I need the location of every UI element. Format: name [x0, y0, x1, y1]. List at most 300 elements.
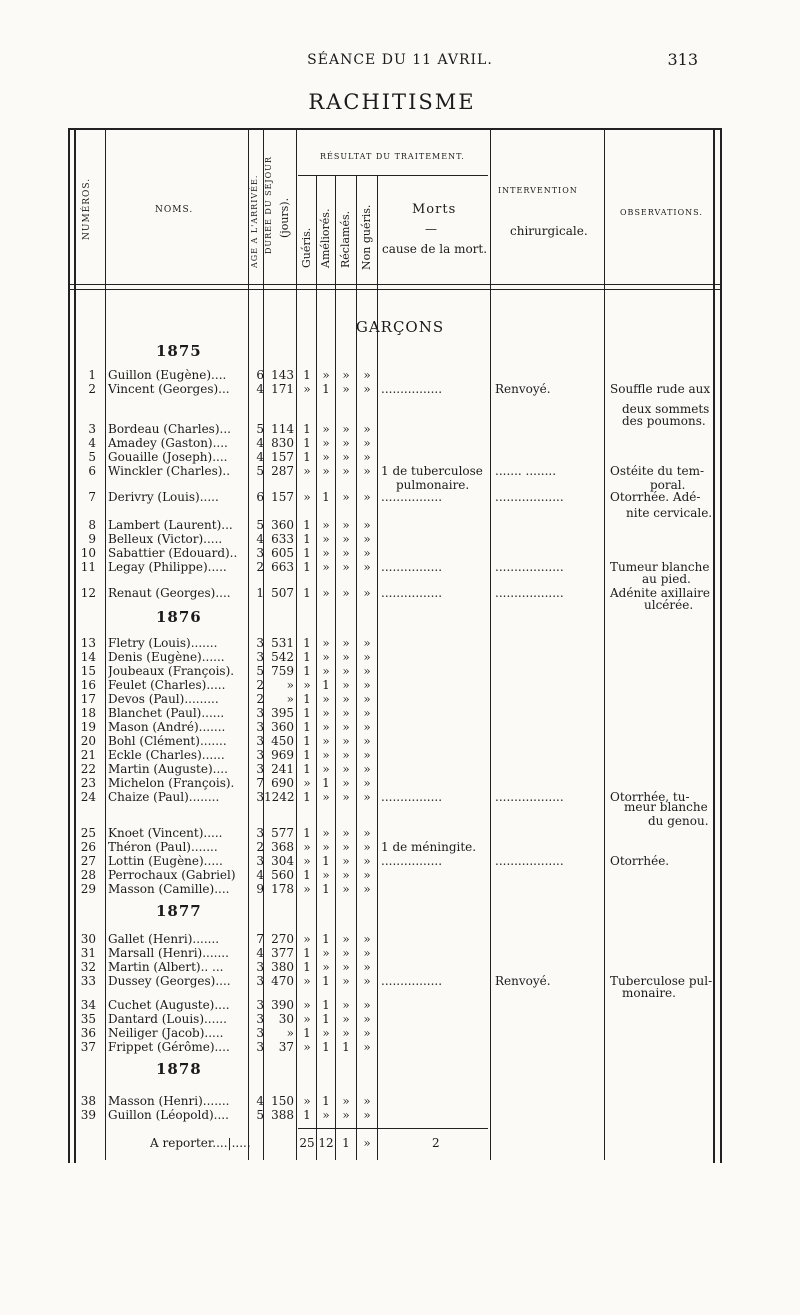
table-row: [0, 826, 800, 840]
table-row: [0, 706, 800, 720]
cell-a: 1: [322, 998, 330, 1012]
cell-a: »: [322, 840, 330, 854]
table-row: [0, 974, 800, 988]
cell-num: 18: [80, 706, 96, 720]
cell-age: 3: [256, 734, 264, 748]
cell-age: 3: [256, 790, 264, 804]
cell-dur: 37: [278, 1040, 294, 1054]
cell-interv: ....... ........: [495, 464, 557, 478]
cell-a: 1: [322, 932, 330, 946]
totals-ameliores: 12: [318, 1136, 334, 1150]
cell-dur: 360: [271, 518, 294, 532]
cell-g: 1: [303, 518, 311, 532]
cell-age: 6: [256, 368, 264, 382]
cell-age: 3: [256, 998, 264, 1012]
cell-age: 4: [256, 532, 264, 546]
cell-dur: 270: [271, 932, 294, 946]
cell-dur: 360: [271, 720, 294, 734]
totals-non-gueris: »: [363, 1136, 371, 1150]
cell-num: 6: [88, 464, 96, 478]
year-1877: 1877: [156, 902, 202, 920]
cell-dur: 171: [271, 382, 294, 396]
cell-obs: Tumeur blanche: [610, 560, 710, 574]
cell-a: »: [322, 586, 330, 600]
cell-a: 1: [322, 776, 330, 790]
table-row: [0, 678, 800, 692]
cell-age: 3: [256, 650, 264, 664]
cell-death: ................: [381, 586, 443, 600]
cell-age: 3: [256, 1026, 264, 1040]
table-row: [0, 734, 800, 748]
cell-dur: 830: [271, 436, 294, 450]
cell-dur: 388: [271, 1108, 294, 1122]
cell-r: »: [342, 436, 350, 450]
cell-n: »: [363, 854, 371, 868]
cell-r: »: [342, 720, 350, 734]
cell-r: »: [342, 586, 350, 600]
cell-r: »: [342, 706, 350, 720]
cell-num: 38: [80, 1094, 96, 1108]
obs-continuation: du genou.: [648, 814, 709, 828]
cell-name: Mason (André).......: [108, 720, 226, 734]
table-row: [0, 854, 800, 868]
cell-name: Fletry (Louis).......: [108, 636, 218, 650]
table-row: [0, 882, 800, 896]
cell-n: »: [363, 1094, 371, 1108]
table-row: [0, 692, 800, 706]
header-ameliores: Améliorés.: [319, 208, 332, 268]
cell-age: 6: [256, 490, 264, 504]
cell-g: 1: [303, 422, 311, 436]
table-row: [0, 490, 800, 504]
header-age: AGE A L'ARRIVÉE.: [250, 174, 259, 268]
cell-a: »: [322, 826, 330, 840]
cell-dur: »: [286, 1026, 294, 1040]
cell-r: »: [342, 762, 350, 776]
cell-dur: »: [286, 692, 294, 706]
cell-g: »: [303, 882, 311, 896]
cell-g: »: [303, 932, 311, 946]
cell-num: 28: [80, 868, 96, 882]
cell-n: »: [363, 636, 371, 650]
cell-age: 5: [256, 1108, 264, 1122]
cell-r: »: [342, 560, 350, 574]
obs-continuation: nite cervicale.: [626, 506, 713, 520]
cell-dur: 287: [271, 464, 294, 478]
cell-dur: 507: [271, 586, 294, 600]
cell-n: »: [363, 1108, 371, 1122]
cell-name: Guillon (Léopold)....: [108, 1108, 229, 1122]
cell-g: »: [303, 490, 311, 504]
year-1875: 1875: [156, 342, 202, 360]
cell-age: 7: [256, 776, 264, 790]
cell-g: 1: [303, 546, 311, 560]
cell-obs: Otorrhée. Adé-: [610, 490, 701, 504]
cell-a: »: [322, 692, 330, 706]
cell-num: 19: [80, 720, 96, 734]
cell-dur: 178: [271, 882, 294, 896]
cell-n: »: [363, 586, 371, 600]
cell-g: 1: [303, 734, 311, 748]
table-row: [0, 382, 800, 396]
cell-num: 31: [80, 946, 96, 960]
table-row: [0, 436, 800, 450]
cell-obs: Ostéite du tem-: [610, 464, 705, 478]
cell-g: »: [303, 382, 311, 396]
cell-a: »: [322, 368, 330, 382]
cell-a: 1: [322, 678, 330, 692]
cell-dur: 531: [271, 636, 294, 650]
cell-dur: 30: [278, 1012, 294, 1026]
cell-n: »: [363, 490, 371, 504]
cell-g: 1: [303, 946, 311, 960]
cell-age: 3: [256, 826, 264, 840]
table-row: [0, 762, 800, 776]
cell-name: Chaize (Paul)........: [108, 790, 220, 804]
cell-r: »: [342, 382, 350, 396]
cell-num: 27: [80, 854, 96, 868]
cell-g: 1: [303, 692, 311, 706]
totals-morts: 2: [432, 1136, 440, 1150]
cell-num: 20: [80, 734, 96, 748]
cell-r: »: [342, 664, 350, 678]
cell-a: »: [322, 1026, 330, 1040]
cell-r: »: [342, 974, 350, 988]
cell-g: 1: [303, 1026, 311, 1040]
cell-dur: 114: [271, 422, 294, 436]
header-observations: OBSERVATIONS.: [620, 208, 703, 217]
cell-age: 3: [256, 720, 264, 734]
cell-age: 2: [256, 560, 264, 574]
cell-name: Legay (Philippe).....: [108, 560, 227, 574]
cell-death: ................: [381, 490, 443, 504]
cell-death: ................: [381, 382, 443, 396]
cell-g: 1: [303, 368, 311, 382]
page-title: RACHITISME: [308, 90, 476, 114]
cell-a: »: [322, 546, 330, 560]
cell-r: »: [342, 776, 350, 790]
cell-num: 13: [80, 636, 96, 650]
cell-g: 1: [303, 762, 311, 776]
table-row: [0, 546, 800, 560]
cell-num: 21: [80, 748, 96, 762]
cell-r: »: [342, 636, 350, 650]
cell-r: »: [342, 1094, 350, 1108]
table-row: [0, 720, 800, 734]
cell-g: 1: [303, 868, 311, 882]
cell-dur: 470: [271, 974, 294, 988]
cell-g: »: [303, 854, 311, 868]
cell-interv: Renvoyé.: [495, 974, 551, 988]
cell-num: 8: [88, 518, 96, 532]
cell-age: 5: [256, 518, 264, 532]
cell-name: Dantard (Louis)......: [108, 1012, 227, 1026]
cell-r: »: [342, 464, 350, 478]
cell-n: »: [363, 960, 371, 974]
cell-n: »: [363, 518, 371, 532]
cell-interv: ..................: [495, 490, 564, 504]
cell-a: »: [322, 734, 330, 748]
obs-continuation: au pied.: [642, 572, 691, 586]
cell-n: »: [363, 748, 371, 762]
cell-obs: Otorrhée.: [610, 854, 670, 868]
cell-a: »: [322, 560, 330, 574]
cell-n: »: [363, 464, 371, 478]
cell-a: 1: [322, 882, 330, 896]
cell-dur: 368: [271, 840, 294, 854]
cell-n: »: [363, 998, 371, 1012]
cell-r: »: [342, 532, 350, 546]
totals-reclames: 1: [342, 1136, 350, 1150]
table-row: [0, 776, 800, 790]
cell-name: Amadey (Gaston)....: [108, 436, 228, 450]
cell-a: 1: [322, 1094, 330, 1108]
cell-age: 3: [256, 636, 264, 650]
table-row: [0, 464, 800, 478]
table-row: [0, 1094, 800, 1108]
cell-num: 7: [88, 490, 96, 504]
cell-name: Devos (Paul).........: [108, 692, 219, 706]
cell-a: »: [322, 720, 330, 734]
header-morts: Morts: [412, 202, 457, 217]
cell-num: 1: [88, 368, 96, 382]
cell-name: Derivry (Louis).....: [108, 490, 219, 504]
cell-name: Renaut (Georges)....: [108, 586, 231, 600]
cell-num: 11: [80, 560, 96, 574]
cell-num: 37: [80, 1040, 96, 1054]
cell-a: »: [322, 960, 330, 974]
cell-r: »: [342, 826, 350, 840]
cell-a: »: [322, 532, 330, 546]
cell-n: »: [363, 840, 371, 854]
cell-r: »: [342, 748, 350, 762]
death-continuation: pulmonaire.: [396, 478, 470, 492]
cell-n: »: [363, 720, 371, 734]
cell-g: 1: [303, 826, 311, 840]
obs-continuation: poral.: [650, 478, 686, 492]
cell-name: Martin (Auguste)....: [108, 762, 228, 776]
table-row: [0, 960, 800, 974]
cell-age: 4: [256, 436, 264, 450]
obs-continuation: ulcérée.: [644, 598, 694, 612]
cell-r: »: [342, 840, 350, 854]
header-resultat: RÉSULTAT DU TRAITEMENT.: [320, 152, 465, 161]
table-row: [0, 518, 800, 532]
cell-obs: Otorrhée, tu-: [610, 790, 690, 804]
table-row: [0, 868, 800, 882]
cell-g: 1: [303, 450, 311, 464]
table-row: [0, 650, 800, 664]
totals-label: A reporter....|.....: [150, 1136, 251, 1150]
cell-name: Lambert (Laurent)...: [108, 518, 233, 532]
cell-g: »: [303, 776, 311, 790]
cell-num: 29: [80, 882, 96, 896]
cell-num: 32: [80, 960, 96, 974]
cell-a: 1: [322, 1012, 330, 1026]
cell-dur: 377: [271, 946, 294, 960]
cell-r: »: [342, 790, 350, 804]
header-reclames: Réclamés.: [339, 210, 352, 268]
table-row: [0, 998, 800, 1012]
cell-age: 7: [256, 932, 264, 946]
cell-name: Masson (Henri).......: [108, 1094, 230, 1108]
cell-n: »: [363, 790, 371, 804]
cell-a: »: [322, 1108, 330, 1122]
cell-r: »: [342, 868, 350, 882]
cell-age: 5: [256, 664, 264, 678]
cell-r: »: [342, 734, 350, 748]
cell-num: 17: [80, 692, 96, 706]
header-noms: NOMS.: [155, 205, 194, 215]
cell-age: 5: [256, 422, 264, 436]
cell-dur: 157: [271, 490, 294, 504]
cell-n: »: [363, 974, 371, 988]
cell-age: 3: [256, 1012, 264, 1026]
cell-n: »: [363, 382, 371, 396]
cell-interv: ..................: [495, 586, 564, 600]
cell-dur: 241: [271, 762, 294, 776]
cell-interv: ..................: [495, 790, 564, 804]
cell-age: 5: [256, 464, 264, 478]
cell-dur: 450: [271, 734, 294, 748]
page-number: 313: [667, 50, 698, 69]
running-header: SÉANCE DU 11 AVRIL.: [307, 52, 493, 68]
cell-g: 1: [303, 436, 311, 450]
cell-death: ................: [381, 560, 443, 574]
cell-n: »: [363, 734, 371, 748]
cell-n: »: [363, 706, 371, 720]
cell-g: 1: [303, 1108, 311, 1122]
cell-n: »: [363, 532, 371, 546]
cell-g: 1: [303, 706, 311, 720]
cell-num: 33: [80, 974, 96, 988]
table-row: [0, 664, 800, 678]
cell-name: Cuchet (Auguste)....: [108, 998, 230, 1012]
cell-g: 1: [303, 636, 311, 650]
cell-n: »: [363, 692, 371, 706]
cell-g: 1: [303, 664, 311, 678]
header-intervention: INTERVENTION: [498, 186, 578, 195]
cell-num: 16: [80, 678, 96, 692]
cell-name: Winckler (Charles)..: [108, 464, 231, 478]
cell-r: 1: [342, 1040, 350, 1054]
obs-continuation: deux sommets: [622, 402, 710, 416]
cell-num: 2: [88, 382, 96, 396]
cell-age: 4: [256, 868, 264, 882]
cell-a: »: [322, 436, 330, 450]
cell-dur: 969: [271, 748, 294, 762]
cell-num: 4: [88, 436, 96, 450]
table-row: [0, 932, 800, 946]
cell-obs: Tuberculose pul-: [610, 974, 713, 988]
cell-age: 3: [256, 762, 264, 776]
cell-name: Dussey (Georges)....: [108, 974, 231, 988]
cell-name: Michelon (François).: [108, 776, 235, 790]
cell-name: Théron (Paul).......: [108, 840, 218, 854]
table-row: [0, 636, 800, 650]
cell-r: »: [342, 1026, 350, 1040]
cell-a: »: [322, 518, 330, 532]
cell-age: 3: [256, 960, 264, 974]
header-chirurgicale: chirurgicale.: [510, 224, 588, 238]
header-morts-dash: —: [425, 222, 437, 236]
cell-name: Gouaille (Joseph)....: [108, 450, 228, 464]
cell-g: 1: [303, 720, 311, 734]
cell-n: »: [363, 946, 371, 960]
cell-n: »: [363, 546, 371, 560]
cell-dur: 560: [271, 868, 294, 882]
header-non-gueris: Non guéris.: [360, 204, 373, 270]
year-1878: 1878: [156, 1060, 202, 1078]
cell-n: »: [363, 776, 371, 790]
cell-dur: 663: [271, 560, 294, 574]
year-1876: 1876: [156, 608, 202, 626]
header-duree: DURÉE DU SÉJOUR: [264, 156, 273, 254]
cell-num: 9: [88, 532, 96, 546]
cell-interv: ..................: [495, 560, 564, 574]
cell-dur: 1242: [264, 790, 295, 804]
cell-name: Perrochaux (Gabriel): [108, 868, 236, 882]
cell-a: »: [322, 464, 330, 478]
cell-g: 1: [303, 650, 311, 664]
cell-g: »: [303, 998, 311, 1012]
cell-g: »: [303, 1012, 311, 1026]
cell-n: »: [363, 678, 371, 692]
cell-name: Sabattier (Edouard)..: [108, 546, 238, 560]
header-numeros: NUMÉROS.: [82, 177, 92, 240]
cell-age: 9: [256, 882, 264, 896]
cell-r: »: [342, 422, 350, 436]
cell-g: »: [303, 840, 311, 854]
cell-dur: 605: [271, 546, 294, 560]
cell-death: ................: [381, 790, 443, 804]
totals-row: [0, 1136, 800, 1152]
cell-n: »: [363, 1040, 371, 1054]
cell-dur: 143: [271, 368, 294, 382]
table-row: [0, 1026, 800, 1040]
totals-gueris: 25: [299, 1136, 315, 1150]
cell-age: 1: [256, 586, 264, 600]
section-garcons: GARÇONS: [355, 318, 445, 336]
cell-dur: 390: [271, 998, 294, 1012]
cell-num: 10: [80, 546, 96, 560]
obs-continuation: monaire.: [622, 986, 676, 1000]
cell-r: »: [342, 854, 350, 868]
table-row: [0, 840, 800, 854]
cell-n: »: [363, 450, 371, 464]
cell-num: 34: [80, 998, 96, 1012]
table-row: [0, 1040, 800, 1054]
cell-dur: 150: [271, 1094, 294, 1108]
cell-g: 1: [303, 748, 311, 762]
cell-a: 1: [322, 1040, 330, 1054]
cell-r: »: [342, 546, 350, 560]
cell-n: »: [363, 650, 371, 664]
cell-age: 2: [256, 692, 264, 706]
table-row: [0, 450, 800, 464]
cell-a: »: [322, 664, 330, 678]
cell-name: Eckle (Charles)......: [108, 748, 225, 762]
cell-n: »: [363, 560, 371, 574]
table-row: [0, 1012, 800, 1026]
cell-num: 22: [80, 762, 96, 776]
cell-num: 15: [80, 664, 96, 678]
cell-name: Joubeaux (François).: [108, 664, 235, 678]
cell-a: »: [322, 790, 330, 804]
cell-num: 5: [88, 450, 96, 464]
cell-g: »: [303, 678, 311, 692]
cell-age: 3: [256, 854, 264, 868]
